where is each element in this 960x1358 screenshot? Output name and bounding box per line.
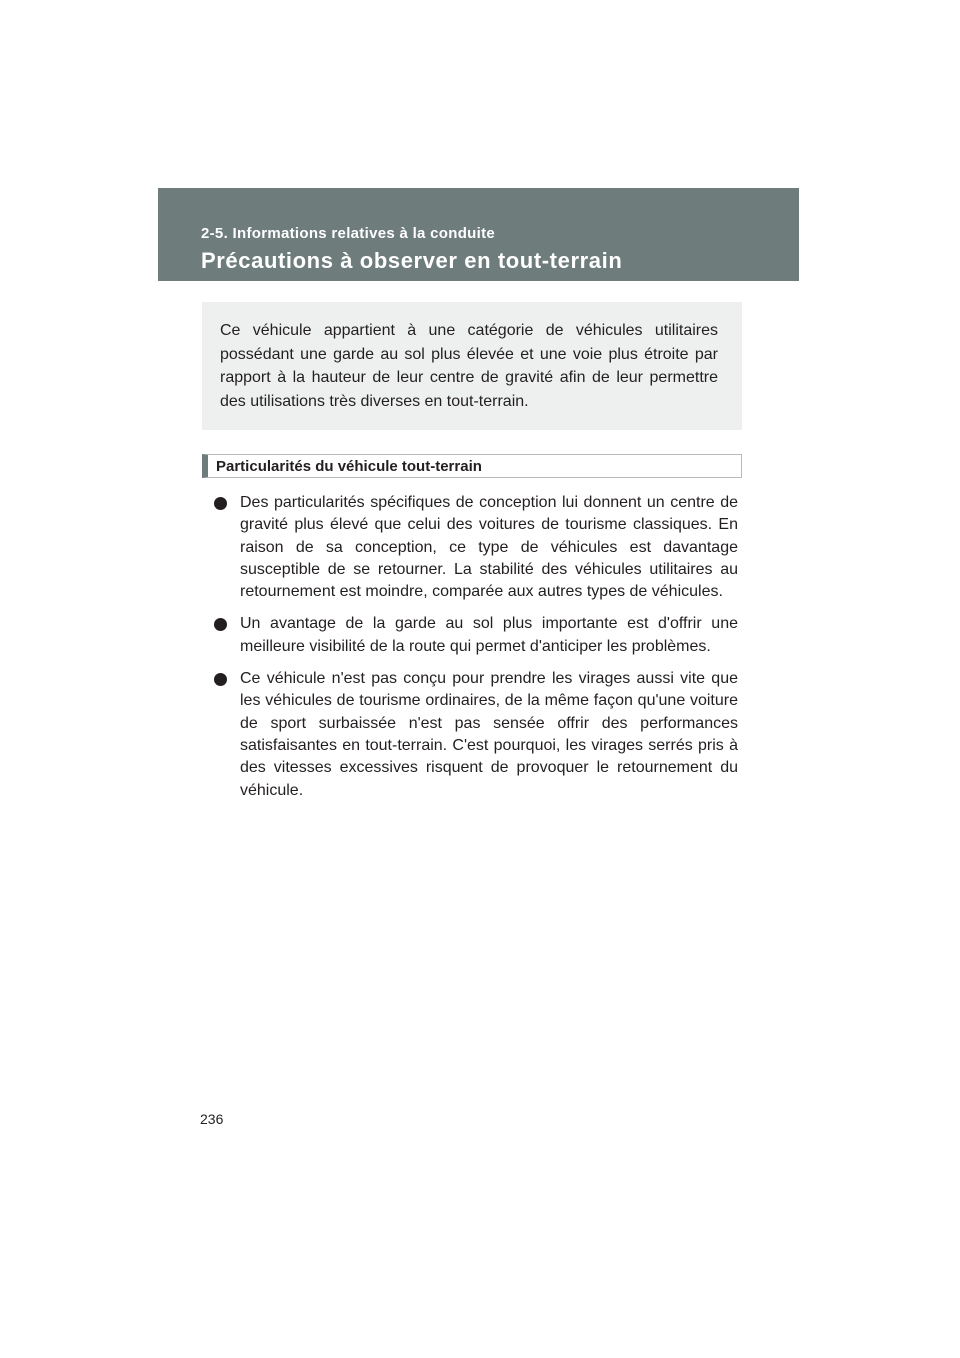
list-item [214, 668, 738, 802]
subsection-heading: Particularités du véhicule tout-terrain [202, 454, 742, 478]
page-number: 236 [200, 1111, 224, 1127]
bullet-dot-icon [214, 618, 227, 631]
bullet-dot-icon [214, 497, 227, 510]
bullet-text: Un avantage de la garde au sol plus importante est d'offrir une meilleure visibilité de la route qui permet d'anticiper les problèmes. [240, 615, 738, 655]
intro-text: Ce véhicule appartient à une catégorie de véhicules utilitaires possédant une garde au sol plus élevée et une voie plus étroite par rapport à la hauteur de leur centre de gravité afin de leur permettre des utilisations très diverses en tout-terrain. [220, 322, 718, 410]
section-label: 2-5. Informations relatives à la conduite [201, 225, 496, 242]
bullet-dot-icon [214, 673, 227, 686]
page-title: Précautions à observer en tout-terrain [201, 248, 623, 273]
bullet-list [214, 492, 738, 812]
list-item [214, 492, 738, 603]
header-band [158, 188, 799, 281]
intro-box [202, 302, 742, 430]
bullet-text: Ce véhicule n'est pas conçu pour prendre les virages aussi vite que les véhicules de tourisme ordinaires, de la même façon qu'une voiture de sport surbaissée n'est pas sensée offrir des performances satisfaisantes en tout-terrain. C'est pourquoi, les virages serrés pris à des vitesses excessives risquent de provoquer le retournement du véhicule. [240, 670, 738, 799]
list-item [214, 613, 738, 658]
bullet-text: Des particularités spécifiques de conception lui donnent un centre de gravité plus élevé que celui des voitures de tourisme classiques. En raison de sa conception, ce type de véhicules est davantage susceptible de se retourner. La stabilité des véhicules utilitaires au retournement est moindre, comparée aux autres types de véhicules. [240, 494, 738, 601]
